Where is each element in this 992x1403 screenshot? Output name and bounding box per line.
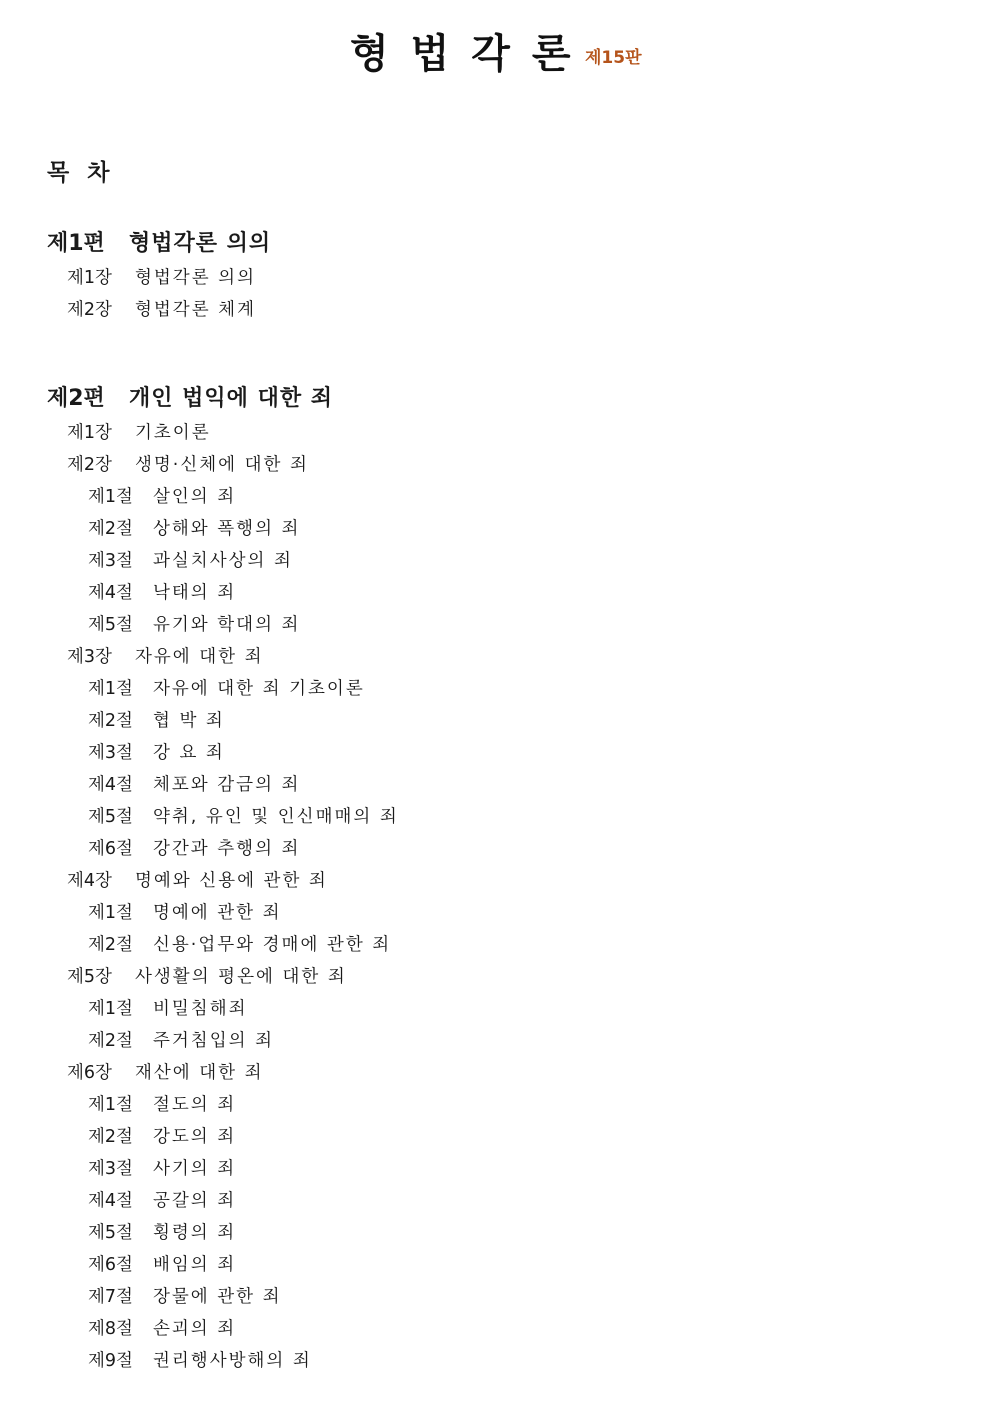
toc-chapter	[67, 266, 256, 290]
toc-section-title: 낙태의 죄	[153, 583, 237, 603]
toc-section	[88, 613, 300, 637]
toc-section-title: 사기의 죄	[153, 1159, 237, 1179]
toc-section-number: 제8절	[88, 1319, 133, 1339]
toc-chapter-title: 기초이론	[135, 423, 211, 443]
edition-label: 제15판	[585, 48, 642, 68]
toc-section-number: 제5절	[88, 1223, 133, 1243]
toc-section	[88, 677, 365, 701]
toc-section	[88, 933, 391, 957]
toc-chapter-number: 제1장	[67, 268, 112, 288]
toc-section	[88, 1285, 282, 1309]
toc-section	[88, 1029, 274, 1053]
toc-section-title: 공갈의 죄	[153, 1191, 237, 1211]
toc-chapter-number: 제2장	[67, 455, 112, 475]
toc-section-number: 제2절	[88, 1127, 133, 1147]
toc-chapter	[67, 453, 309, 477]
toc-section-title: 약취, 유인 및 인신매매의 죄	[153, 807, 399, 827]
toc-section-number: 제4절	[88, 775, 133, 795]
toc-chapter-number: 제5장	[67, 967, 112, 987]
toc-section-number: 제3절	[88, 1159, 133, 1179]
toc-section-number: 제5절	[88, 615, 133, 635]
toc-section	[88, 485, 236, 509]
toc-chapter-title: 명예와 신용에 관한 죄	[135, 871, 328, 891]
toc-section-title: 손괴의 죄	[153, 1319, 237, 1339]
toc-section-number: 제2절	[88, 1031, 133, 1051]
toc-section	[88, 709, 225, 733]
toc-section-number: 제5절	[88, 807, 133, 827]
toc-section	[88, 1157, 236, 1181]
toc-section-number: 제9절	[88, 1351, 133, 1371]
toc-section	[88, 517, 300, 541]
toc-section-number: 제3절	[88, 743, 133, 763]
book-title: 형법각론	[350, 31, 593, 77]
toc-section-title: 살인의 죄	[153, 487, 237, 507]
toc-chapter-title: 형법각론 체계	[135, 300, 256, 320]
toc-section	[88, 997, 248, 1021]
toc-heading: 목차	[47, 160, 128, 186]
toc-chapter-number: 제1장	[67, 423, 112, 443]
toc-section-number: 제4절	[88, 583, 133, 603]
toc-section-title: 강간과 추행의 죄	[153, 839, 301, 859]
toc-section-title: 체포와 감금의 죄	[153, 775, 301, 795]
toc-section-title: 횡령의 죄	[153, 1223, 237, 1243]
toc-section-title: 강 요 죄	[153, 743, 225, 763]
toc-chapter	[67, 869, 328, 893]
toc-section-number: 제4절	[88, 1191, 133, 1211]
toc-part-number: 제2편	[47, 386, 105, 411]
toc-section-title: 비밀침해죄	[153, 999, 248, 1019]
toc-chapter-title: 사생활의 평온에 대한 죄	[135, 967, 347, 987]
toc-section-number: 제1절	[88, 1095, 133, 1115]
toc-section-title: 권리행사방해의 죄	[153, 1351, 312, 1371]
toc-section-title: 협 박 죄	[153, 711, 225, 731]
toc-section-number: 제3절	[88, 551, 133, 571]
toc-chapter-number: 제2장	[67, 300, 112, 320]
toc-chapter-title: 형법각론 의의	[135, 268, 256, 288]
toc-section	[88, 1317, 236, 1341]
toc-section-title: 과실치사상의 죄	[153, 551, 293, 571]
toc-section-title: 유기와 학대의 죄	[153, 615, 301, 635]
toc-section-number: 제1절	[88, 679, 133, 699]
toc-section	[88, 901, 282, 925]
toc-part-title: 형법각론 의의	[129, 231, 272, 256]
toc-section-title: 자유에 대한 죄 기초이론	[153, 679, 365, 699]
toc-part	[47, 229, 271, 259]
title-row	[0, 26, 992, 86]
toc-section	[88, 1189, 236, 1213]
toc-section	[88, 1221, 236, 1245]
toc-section-number: 제1절	[88, 903, 133, 923]
toc-chapter	[67, 965, 347, 989]
toc-section	[88, 1349, 312, 1373]
toc-section	[88, 1093, 236, 1117]
toc-chapter-title: 재산에 대한 죄	[135, 1063, 264, 1083]
toc-section-number: 제2절	[88, 519, 133, 539]
toc-section-number: 제6절	[88, 1255, 133, 1275]
toc-section	[88, 581, 236, 605]
toc-section	[88, 1125, 236, 1149]
toc-section-title: 신용·업무와 경매에 관한 죄	[153, 935, 392, 955]
toc-part-title: 개인 법익에 대한 죄	[129, 386, 333, 411]
toc-section	[88, 741, 225, 765]
toc-chapter-title: 생명·신체에 대한 죄	[135, 455, 309, 475]
toc-chapter	[67, 421, 211, 445]
toc-section	[88, 805, 399, 829]
toc-section-number: 제2절	[88, 711, 133, 731]
toc-section	[88, 549, 293, 573]
toc-chapter	[67, 298, 256, 322]
toc-chapter-number: 제3장	[67, 647, 112, 667]
toc-section-title: 명예에 관한 죄	[153, 903, 282, 923]
toc-chapter	[67, 1061, 264, 1085]
toc-section	[88, 837, 300, 861]
toc-part	[47, 384, 333, 414]
toc-section-number: 제1절	[88, 487, 133, 507]
toc-chapter-title: 자유에 대한 죄	[135, 647, 264, 667]
toc-section-number: 제7절	[88, 1287, 133, 1307]
toc-section	[88, 773, 300, 797]
toc-section-number: 제2절	[88, 935, 133, 955]
toc-section-title: 강도의 죄	[153, 1127, 237, 1147]
toc-chapter-number: 제4장	[67, 871, 112, 891]
toc-chapter-number: 제6장	[67, 1063, 112, 1083]
toc-section-title: 상해와 폭행의 죄	[153, 519, 301, 539]
toc-section	[88, 1253, 236, 1277]
toc-section-title: 절도의 죄	[153, 1095, 237, 1115]
toc-section-title: 배임의 죄	[153, 1255, 237, 1275]
toc-section-number: 제6절	[88, 839, 133, 859]
toc-section-title: 주거침입의 죄	[153, 1031, 274, 1051]
toc-section-title: 장물에 관한 죄	[153, 1287, 282, 1307]
toc-chapter	[67, 645, 264, 669]
toc-section-number: 제1절	[88, 999, 133, 1019]
toc-part-number: 제1편	[47, 231, 105, 256]
